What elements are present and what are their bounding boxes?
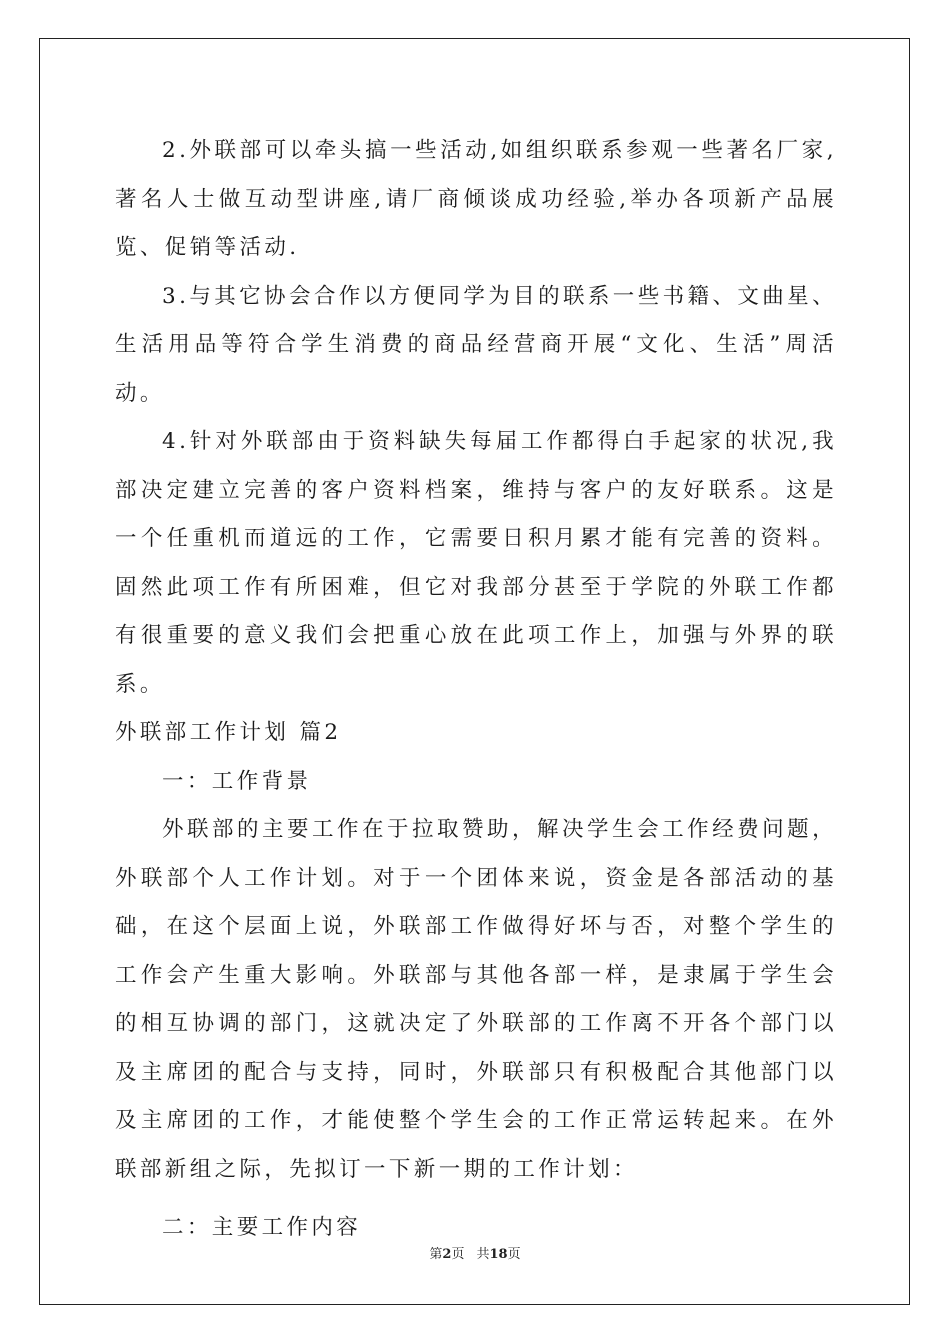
page-current: 2 [442,1247,452,1262]
subheading-main-work: 二：主要工作内容 [162,1215,362,1240]
page-prefix: 第 [429,1247,443,1262]
section-title: 外联部工作计划 篇2 [115,720,342,745]
paragraph-item-4: 4.针对外联部由于资料缺失每届工作都得白手起家的状况,我部决定建立完善的客户资料档案，维持与客户的友好联系。这是一个任重机而道远的工作，它需要日积月累才能有完善的资料。固然此项工作有所困难，但它对我部分甚至于学院的外联工作都有很重要的意义我们会把重心放在此项工作上，加强与外界的联系。 [115,429,837,697]
page-total: 18 [489,1247,508,1262]
paragraph-item-2: 2.外联部可以牵头搞一些活动,如组织联系参观一些著名厂家,著名人士做互动型讲座,请厂商倾谈成功经验,举办各项新产品展览、促销等活动. [115,138,837,260]
paragraph-item-3: 3.与其它协会合作以方便同学为目的联系一些书籍、文曲星、生活用品等符合学生消费的商品经营商开展“文化、生活”周活动。 [115,283,837,406]
total-suffix: 页 [507,1247,521,1262]
body-paragraph: 外联部的主要工作在于拉取赞助，解决学生会工作经费问题，外联部个人工作计划。对于一个团体来说，资金是各部活动的基础，在这个层面上说，外联部工作做得好坏与否，对整个学生的工作会产生重大影响。外联部与其他各部一样，是隶属于学生会的相互协调的部门，这就决定了外联部的工作离不开各个部门以及主席团的配合与支持，同时，外联部只有积极配合其他部门以及主席团的工作，才能使整个学生会的工作正常运转起来。在外联部新组之际，先拟订一下新一期的工作计划： [115,817,837,1182]
document-body [115,127,837,1253]
subheading-work-background: 一：工作背景 [162,768,312,794]
page-suffix: 页 [451,1247,465,1262]
total-prefix: 共 [476,1247,490,1262]
page-footer [0,1245,950,1265]
